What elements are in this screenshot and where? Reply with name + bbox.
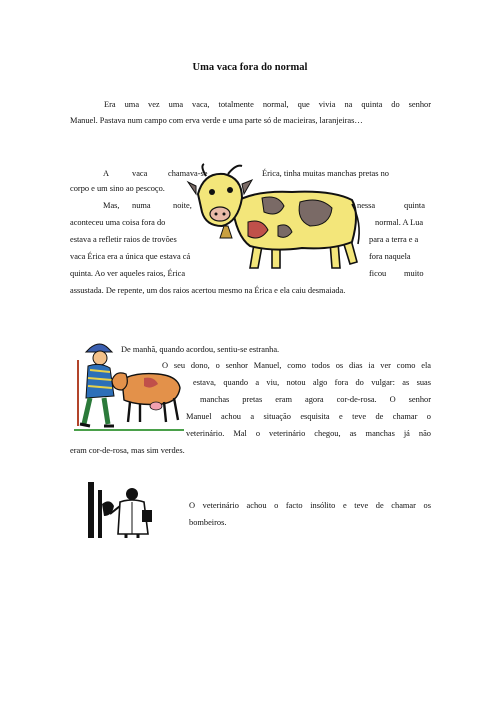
morning-line-6: veterinário. Mal o veterinário chegou, as manchas já não	[186, 429, 431, 438]
vet-line-1: O veterinário achou o facto insólito e teve de chamar os	[189, 501, 431, 510]
intro-line-2: Manuel. Pastava num campo com erva verde e uma parte só de macieiras, laranjeiras…	[70, 115, 363, 125]
cow-illustration	[192, 164, 362, 274]
paragraph-intro	[70, 97, 431, 128]
cow-line-3c: noite,	[173, 201, 192, 210]
vet-line-2: bombeiros.	[189, 518, 227, 527]
cow-line-4b: normal. A Lua	[375, 218, 424, 227]
cow-line-6a: vaca Érica era a única que estava cá	[70, 252, 191, 261]
document-title: Uma vaca fora do normal	[192, 62, 308, 73]
cow-line-3d: nessa	[357, 201, 376, 210]
morning-line-2: O seu dono, o senhor Manuel, como todos os dias ia ver como ela	[162, 361, 431, 370]
morning-line-7: eram cor-de-rosa, mas sim verdes.	[70, 446, 185, 455]
veterinarian-illustration	[88, 482, 158, 538]
cow-line-5b: para a terra e a	[369, 235, 419, 244]
cow-line-8: assustada. De repente, um dos raios acertou mesmo na Érica e ela caiu desmaiada.	[70, 286, 346, 295]
intro-line-1: Era uma vez uma vaca, totalmente normal, que vivia na quinta do senhor	[104, 100, 431, 109]
cow-line-5a: estava a refletir raios de trovões	[70, 235, 177, 244]
cow-line-3e: quinta	[404, 201, 425, 210]
morning-line-4: manchas pretas eram agora cor-de-rosa. O senhor	[200, 395, 431, 404]
morning-line-1: De manhã, quando acordou, sentiu-se estranha.	[121, 345, 280, 354]
cow-line-3a: Mas,	[103, 201, 120, 210]
cow-line-2: corpo e um sino ao pescoço.	[70, 184, 165, 193]
morning-line-5: Manuel achou a situação esquisita e teve de chamar o	[186, 412, 431, 421]
farmer-cow-illustration	[74, 340, 184, 432]
cow-line-3b: numa	[132, 201, 151, 210]
cow-line-7c: muito	[404, 269, 424, 278]
cow-line-1a: A	[103, 169, 110, 178]
cow-line-1c: chamava-se	[168, 169, 208, 178]
morning-line-3: estava, quando a viu, notou algo fora do vulgar: as suas	[193, 378, 431, 387]
cow-line-1b: vaca	[132, 169, 148, 178]
cow-line-7a: quinta. Ao ver aqueles raios, Érica	[70, 269, 186, 278]
cow-line-1d: Érica, tinha muitas manchas pretas no	[262, 169, 389, 178]
cow-line-4a: aconteceu uma coisa fora do	[70, 218, 166, 227]
cow-line-7b: ficou	[369, 269, 387, 278]
cow-line-6b: fora naquela	[369, 252, 411, 261]
